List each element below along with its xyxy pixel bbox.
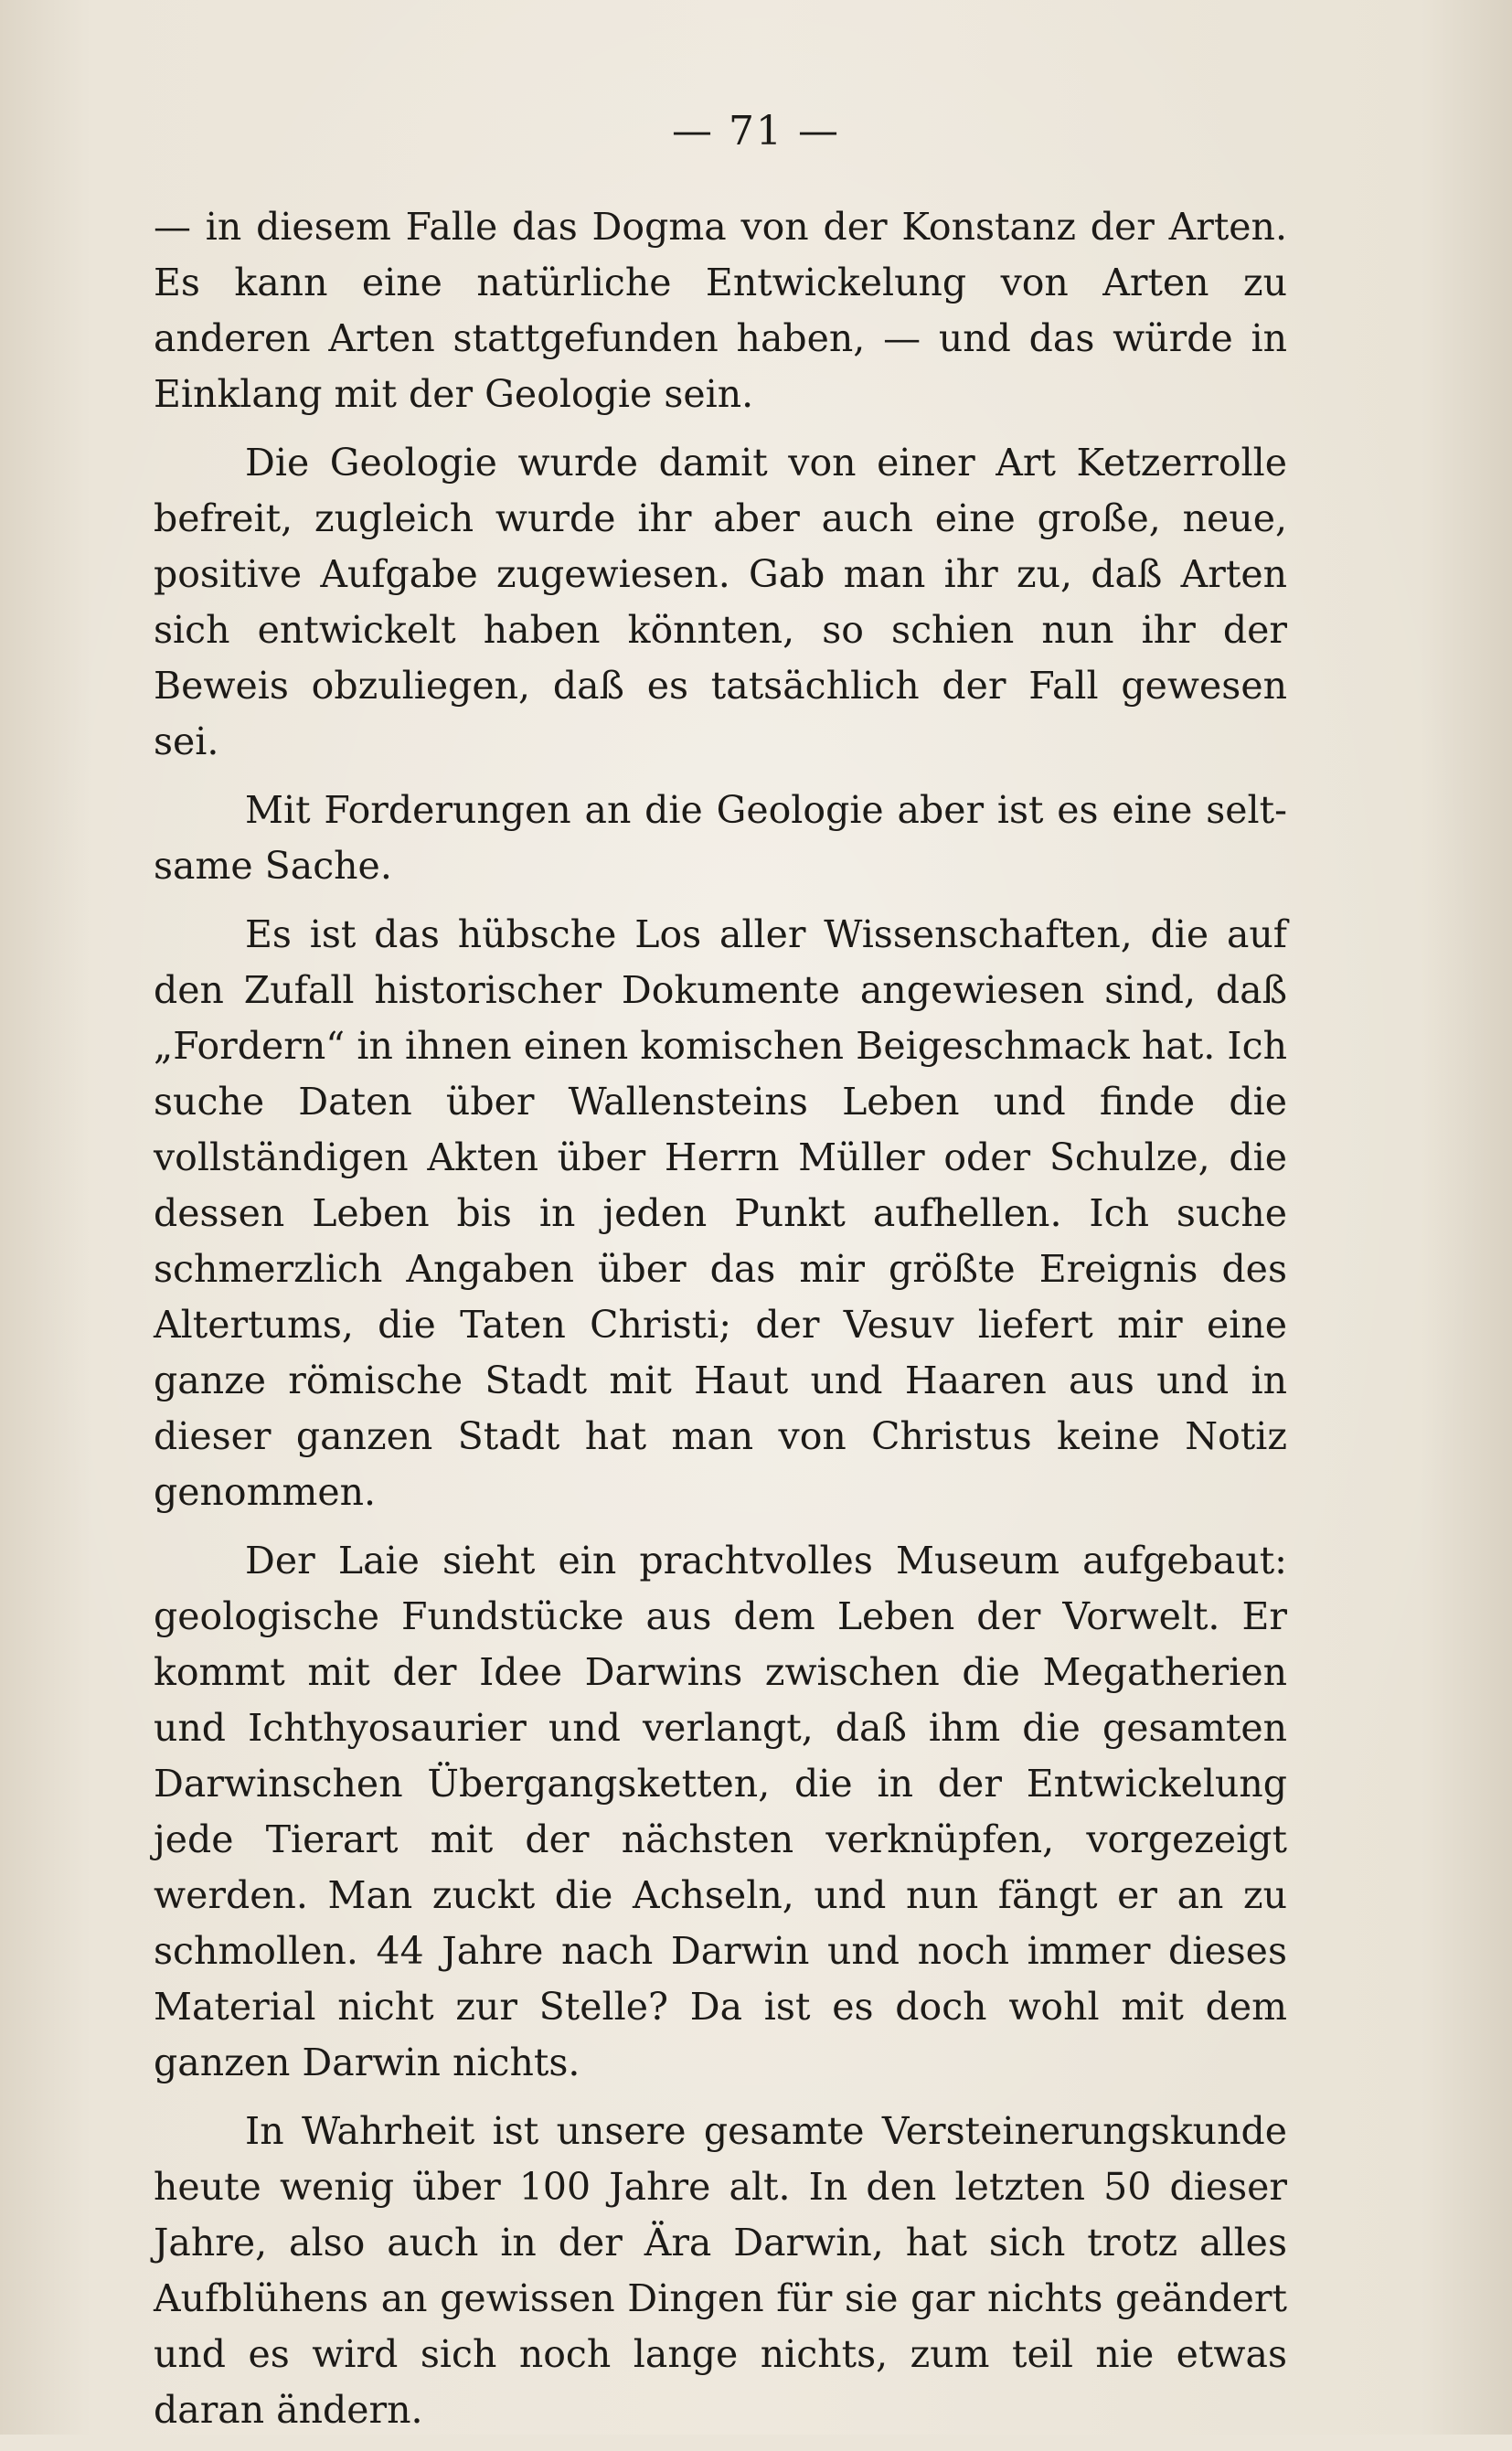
paragraph: Die Geologie wurde damit von einer Art Ketzerrolle befreit, zugleich wurde ihr aber auch eine große, neue, positive Aufgabe zugewiesen. Gab man ihr zu, daß Arten sich entwickelt haben könnten, so schien nun ihr der Beweis obzuliegen, daß es tatsächlich der Fall gewesen sei.	[154, 441, 1287, 763]
body-text	[154, 199, 1287, 2451]
paragraph: Der Laie sieht ein prachtvolles Museum aufgebaut: geologische Fundstücke aus dem Leben der Vorwelt. Er kommt mit der Idee Darwins zwischen die Megatherien und Ichthyosaurier und verlangt, daß ihm die gesamten Darwinschen Übergangsketten, die in der Entwickelung jede Tierart mit der nächsten verknüpfen, vorgezeigt werden. Man zuckt die Achseln, und nun fängt er an zu schmollen. 44 Jahre nach Darwin und noch immer dieses Material nicht zur Stelle? Da ist es doch wohl mit dem ganzen Darwin nichts.	[154, 1539, 1287, 2084]
paragraph: In Wahrheit ist unsere gesamte Versteinerungskunde heute wenig über 100 Jahre alt. In den letzten 50 dieser Jahre, also auch in der Ära Darwin, hat sich trotz alles Aufblühens an gewissen Dingen für sie gar nichts geändert und es wird sich noch lange nichts, zum teil nie etwas daran ändern.	[154, 2109, 1287, 2432]
page-number: — 71 —	[672, 108, 840, 155]
paragraph: Es ist das hübsche Los aller Wissenschaften, die auf den Zufall historischer Dokumente angewiesen sind, daß „Fordern“ in ihnen einen komischen Beigeschmack hat. Ich suche Daten über Wallensteins Leben und finde die vollständigen Akten über Herrn Müller oder Schulze, die dessen Leben bis in jeden Punkt aufhellen. Ich suche schmerzlich Angaben über das mir größte Ereignis des Altertums, die Taten Christi; der Vesuv liefert mir eine ganze römische Stadt mit Haut und Haaren aus und in dieser ganzen Stadt hat man von Christus keine Notiz genommen.	[154, 912, 1287, 1514]
paragraph: — in diesem Falle das Dogma von der Konstanz der Arten. Es kann eine natürliche Entwickelung von Arten zu anderen Arten stattgefunden haben, — und das würde in Einklang mit der Geologie sein.	[154, 205, 1287, 416]
paragraph: Mit Forderungen an die Geologie aber ist es eine seltsame Sache.	[154, 788, 1287, 888]
